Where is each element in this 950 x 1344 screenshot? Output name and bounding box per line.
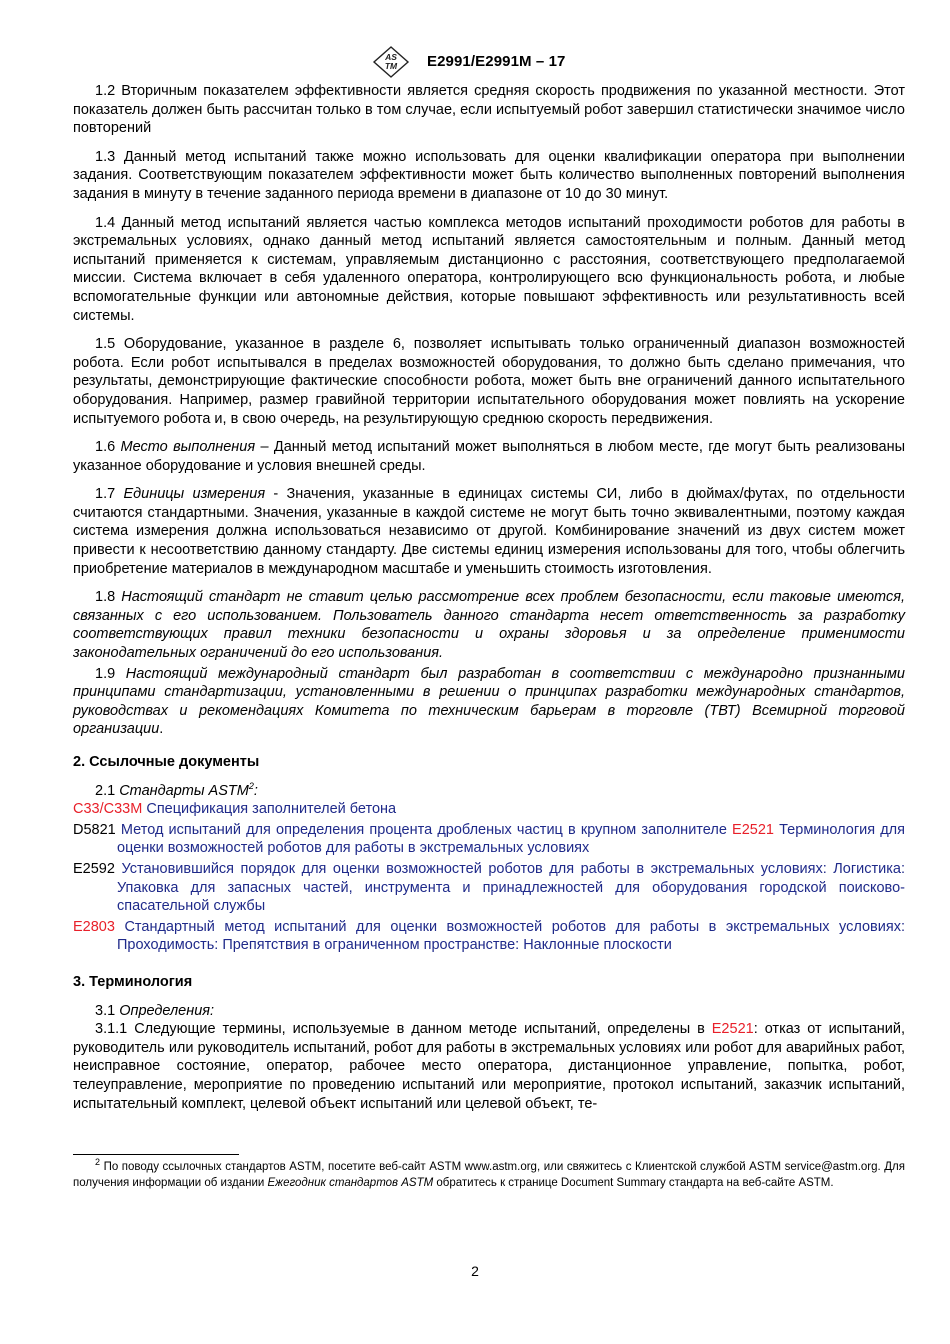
paragraph-1-3: 1.3 Данный метод испытаний также можно использовать для оценки квалификации оператора при выполнении задания. Соответствующим показателем эффективности может быть количество выполненных повторений выполнения задания в минуту в течение заданного периода времени в диапазоне от 10 до 30 минут.: [73, 148, 905, 202]
reference-item: D5821 Метод испытаний для определения процента дробленых частиц в крупном заполнителе E2521 Терминология для оценки возможностей роботов для работы в экстремальных условиях: [73, 821, 905, 857]
paragraph-1-8: 1.8 Настоящий стандарт не ставит целью рассмотрение всех проблем безопасности, если таковые имеются, связанных с его использованием. Пользователь данного стандарта несет ответственность за разработку соответствующих правил техники безопасности и охраны здоровья и за определение применимости законодательных ограничений до его использования.: [73, 589, 905, 662]
page-header: [0, 46, 950, 78]
svg-text:TM: TM: [384, 61, 398, 71]
section-2-heading: 2. Ссылочные документы: [73, 754, 260, 770]
paragraph-1-6: 1.6 Место выполнения – Данный метод испытаний может выполняться в любом месте, где могут быть реализованы указанное оборудование и условия внешней среды.: [73, 439, 905, 474]
footnote-mark: 2: [95, 1157, 101, 1168]
section-3-heading: 3. Терминология: [73, 973, 193, 990]
reference-item: E2803 Стандартный метод испытаний для оценки возможностей роботов для работы в экстремальных условиях: Проходимость: Препятствия в ограниченном пространстве: Наклонные плоскости: [73, 918, 905, 954]
reference-link-e2521-inline[interactable]: E2521: [711, 1021, 754, 1038]
astm-logo-icon: [372, 46, 410, 78]
reference-link-e2803[interactable]: E2803: [73, 918, 115, 935]
paragraph-1-5: 1.5 Оборудование, указанное в разделе 6, позволяет испытывать только ограниченный диапазон возможностей робота. Если робот испытывался в пределах возможностей оборудования, то должно быть сделано примечания, что результаты, демонстрирующие фактические способности робота, может быть вне ограничений данного испытательного оборудования. Например, размер гравийной территории испытательного оборудования может повлиять на ускорение испытуемого робота и, в свою очередь, на результирующую среднюю скорость передвижения.: [73, 336, 905, 427]
paragraph-1-4: 1.4 Данный метод испытаний является частью комплекса методов испытаний проходимости роботов для работы в экстремальных условиях, однако данный метод испытаний является самостоятельным и полным. Данный метод испытаний применяется к системам, управляемым дистанционно с расстояния, соответствующего предполагаемой миссии. Система включает в себя удаленного оператора, контролирующего всю функциональность робота, и любые вспомогательные функции или автономные действия, которые повышают эффективность или результативность всей системы.: [73, 214, 905, 324]
term-location: Место выполнения: [120, 439, 256, 456]
footnote-2: $^2$ По поводу ссылочных стандартов ASTM, посетите веб-сайт ASTM www.astm.org, или свяжитесь с Клиентской службой ASTM service@astm.org. Для получения информации об издании Ежегодник стандартов ASTM обратитесь к странице Document Summary стандарта на веб-сайте ASTM.: [73, 1157, 905, 1189]
document-id: E2991/E2991M – 17: [427, 53, 566, 70]
footnote-ref-2[interactable]: 2: [248, 780, 254, 791]
reference-link-e2521[interactable]: E2521: [732, 821, 774, 838]
svg-text:AS: AS: [385, 52, 397, 62]
document-body: [73, 82, 905, 1123]
term-units: Единицы измерения: [123, 486, 266, 503]
standards-intro: 2.1 Стандарты ASTM$^2$:: [95, 780, 258, 799]
reference-item: E2592 Установившийся порядок для оценки возможностей роботов для работы в экстремальных условиях: Логистика: Упаковка для запасных частей, инструмента и принадлежностей для оборудования городской поисково-спасательной службы: [73, 860, 905, 915]
reference-code-d5821: D5821: [73, 821, 116, 838]
paragraph-1-7: 1.7 Единицы измерения - Значения, указанные в единицах системы СИ, либо в дюймах/футах, по отдельности считаются стандартными. Значения, указанные в каждой системе не могут быть точно эквивалентными, поэтому каждая система измерения должна использоваться независимо от другой. Комбинирование значений из двух систем может привести к несоответствию данному стандарту. Две системы единиц измерения использованы для того, чтобы облегчить приобретение материалов в международном масштабе и уменьшить стоимость изготовления.: [73, 486, 906, 577]
reference-item: C33/C33M Спецификация заполнителей бетона: [73, 801, 397, 818]
reference-code-e2592: E2592: [73, 860, 115, 877]
footnote-divider: [73, 1154, 239, 1155]
paragraph-3-1: 3.1 Определения:: [95, 1002, 215, 1019]
page-number: 2: [471, 1263, 479, 1279]
paragraph-1-9: 1.9 Настоящий международный стандарт был разработан в соответствии с международно признанными принципами стандартизации, установленными в решении о принципах разработки международных стандартов, руководствах и рекомендациях Комитета по техническим барьерам в торговле (ТВТ) Всемирной торговой организации.: [73, 665, 905, 738]
paragraph-1-2: 1.2 Вторичным показателем эффективности является средняя скорость продвижения по указанной местности. Этот показатель должен быть рассчитан только в том случае, если испытуемый робот завершил статистически значимое число повторений: [73, 83, 905, 137]
reference-link-c33[interactable]: C33/C33M: [73, 801, 143, 818]
paragraph-3-1-1: 3.1.1 Следующие термины, используемые в данном методе испытаний, определены в E2521: отказ от испытаний, руководитель или руководитель испытаний, робот для работы в экстремальных условиях или робот для аварийных работ, неисправное состояние, оператор, рабочее место оператора, дистанционное управление, попытка, робот, телеуправление, мероприятие по проведению испытаний или мероприятие, протокол испытаний, заказчик испытаний, испытательный комплект, целевой объект испытаний или целевой объект, те-: [73, 1021, 905, 1112]
